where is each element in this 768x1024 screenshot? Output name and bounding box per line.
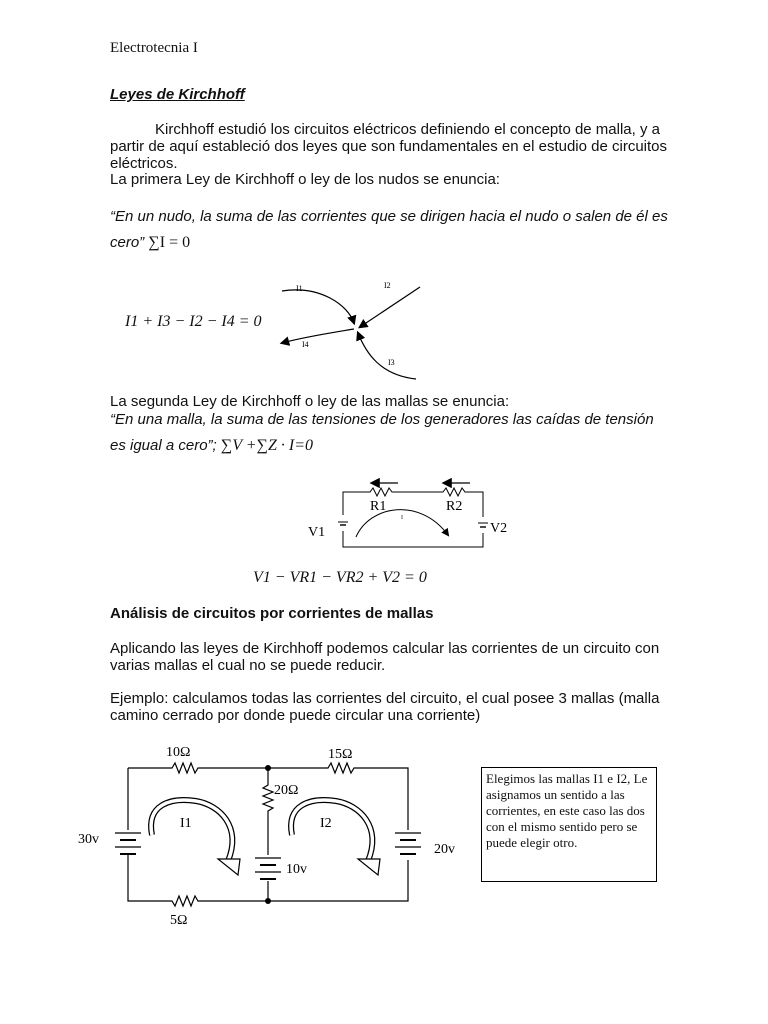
- example-circuit: [70, 735, 470, 935]
- label-i4: I4: [302, 340, 309, 349]
- current-i1-arrow: [282, 290, 354, 323]
- current-i4-arrow: [282, 329, 354, 343]
- node-top: [265, 765, 271, 771]
- mesh-equation: V1 − VR1 − VR2 + V2 = 0: [253, 569, 427, 586]
- explanation-box: Elegimos las mallas I1 e I2, Le asignamos un sentido a las corrientes, en este caso las dos con el mismo sentido pero se puede elegir otro.: [481, 767, 657, 882]
- v2-source-gap: [476, 517, 490, 533]
- first-law-quote: [110, 204, 670, 256]
- mesh-current-i1-arrowhead: [218, 859, 240, 875]
- label-v1: V1: [308, 525, 326, 540]
- label-v2: V2: [490, 521, 508, 536]
- v1-source-gap: [336, 515, 350, 531]
- node-bottom: [265, 898, 271, 904]
- first-law-text: “En un nudo, la suma de las corrientes que se dirigen hacia el nudo o salen de él es cero”: [110, 208, 668, 251]
- middle-branch-bottom: [268, 881, 354, 901]
- second-law-intro: La segunda Ley de Kirchhoff o ley de las mallas se enuncia:: [110, 393, 510, 410]
- label-20v: 20v: [434, 842, 455, 857]
- label-i: I: [401, 515, 403, 521]
- label-mesh-i2: I2: [320, 816, 332, 831]
- second-law-formula: ∑V +∑Z · I=0: [220, 437, 314, 454]
- mesh-diagram: [300, 475, 520, 565]
- section-heading-mesh-analysis: Análisis de circuitos por corrientes de mallas: [110, 605, 434, 622]
- intro-paragraph: [110, 121, 670, 172]
- label-5-ohm: 5Ω: [170, 913, 188, 928]
- label-r2: R2: [446, 499, 463, 514]
- label-10-ohm: 10Ω: [166, 745, 191, 760]
- section-title-kirchhoff: Leyes de Kirchhoff: [110, 86, 245, 103]
- intro-text: Kirchhoff estudió los circuitos eléctricos definiendo el concepto de malla, y a partir de aquí estableció dos leyes que son fundamentales en el estudio de circuitos eléctricos.: [110, 121, 668, 172]
- label-r1: R1: [370, 499, 387, 514]
- second-law-text: “En una malla, la suma de las tensiones de los generadores las caídas de tensión es igual a cero”;: [110, 411, 654, 454]
- label-mesh-i1: I1: [180, 816, 192, 831]
- label-10v: 10v: [286, 862, 307, 877]
- label-20-ohm: 20Ω: [274, 783, 299, 798]
- mesh-current-i1-arrow: [151, 800, 232, 861]
- first-law-intro: La primera Ley de Kirchhoff o ley de los nudos se enuncia:: [110, 171, 500, 188]
- mesh-analysis-paragraph: Aplicando las leyes de Kirchhoff podemos calcular las corrientes de un circuito con varias mallas el cual no se puede reducir.: [110, 640, 660, 674]
- current-i2-arrow: [360, 287, 420, 327]
- label-i1: I1: [296, 284, 303, 293]
- first-law-formula: ∑I = 0: [148, 234, 191, 251]
- second-law-quote: [110, 407, 670, 459]
- node-equation: I1 + I3 − I2 − I4 = 0: [125, 313, 262, 330]
- node-diagram: [270, 275, 440, 385]
- current-i3-arrow: [358, 333, 416, 379]
- bottom-wire: [128, 855, 268, 906]
- mesh-loop: [343, 488, 483, 547]
- mesh-current-i2-arrow: [291, 800, 372, 861]
- mesh-current-i2-arrowhead: [358, 859, 380, 875]
- label-i3: I3: [388, 358, 395, 367]
- example-paragraph: Ejemplo: calculamos todas las corrientes del circuito, el cual posee 3 mallas (malla camino cerrado por donde puede circular una corriente): [110, 690, 660, 724]
- page-header: Electrotecnia I: [110, 40, 198, 56]
- label-15-ohm: 15Ω: [328, 747, 353, 762]
- right-wire: [354, 860, 408, 901]
- middle-branch: [263, 768, 273, 855]
- label-i2: I2: [384, 281, 391, 290]
- label-30v: 30v: [78, 832, 99, 847]
